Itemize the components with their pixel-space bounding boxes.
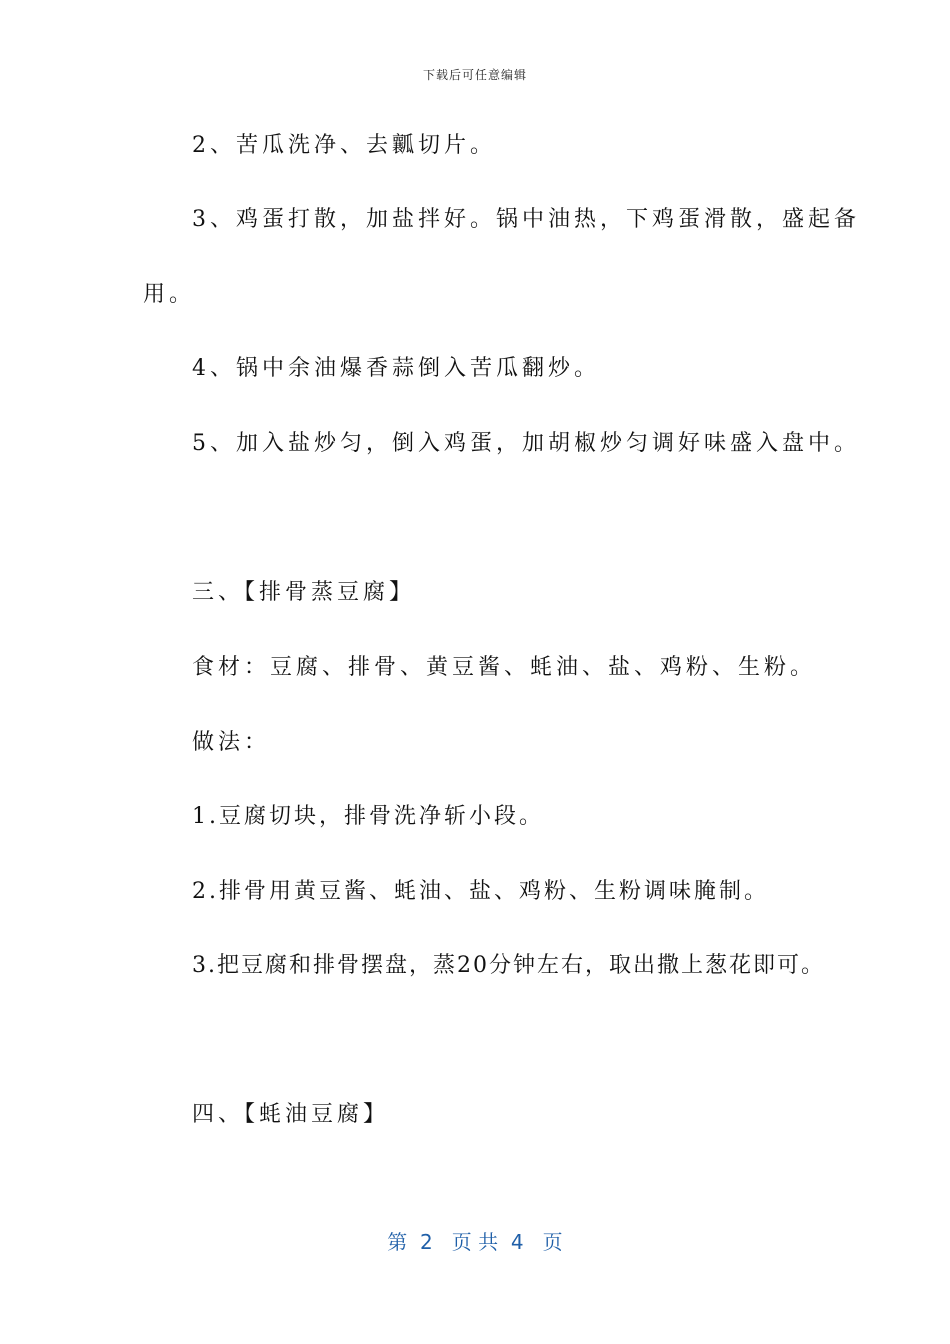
page-footer: 第 2 页 共 4 页 bbox=[387, 1230, 563, 1254]
section-3-title: 三、【排骨蒸豆腐】 bbox=[192, 580, 416, 605]
section-3-method-label: 做法： bbox=[192, 730, 271, 755]
step-2: 2、苦瓜洗净、去瓤切片。 bbox=[192, 133, 496, 158]
step-4: 4、锅中余油爆香蒜倒入苦瓜翻炒。 bbox=[192, 356, 600, 381]
section-3-ingredients: 食材：豆腐、排骨、黄豆酱、蚝油、盐、鸡粉、生粉。 bbox=[192, 655, 817, 680]
section-3-step-1: 1.豆腐切块，排骨洗净斩小段。 bbox=[192, 804, 544, 829]
page-header: 下载后可任意编辑 bbox=[422, 68, 527, 82]
step-3-line-2: 用。 bbox=[143, 282, 196, 307]
section-3-step-2: 2.排骨用黄豆酱、蚝油、盐、鸡粉、生粉调味腌制。 bbox=[192, 879, 769, 904]
section-4-title: 四、【蚝油豆腐】 bbox=[192, 1102, 390, 1127]
section-3-step-3: 3.把豆腐和排骨摆盘，蒸20分钟左右，取出撒上葱花即可。 bbox=[192, 953, 825, 978]
step-5: 5、加入盐炒匀，倒入鸡蛋，加胡椒炒匀调好味盛入盘中。 bbox=[192, 431, 860, 456]
step-3-line-1: 3、鸡蛋打散，加盐拌好。锅中油热，下鸡蛋滑散，盛起备 bbox=[192, 207, 860, 232]
